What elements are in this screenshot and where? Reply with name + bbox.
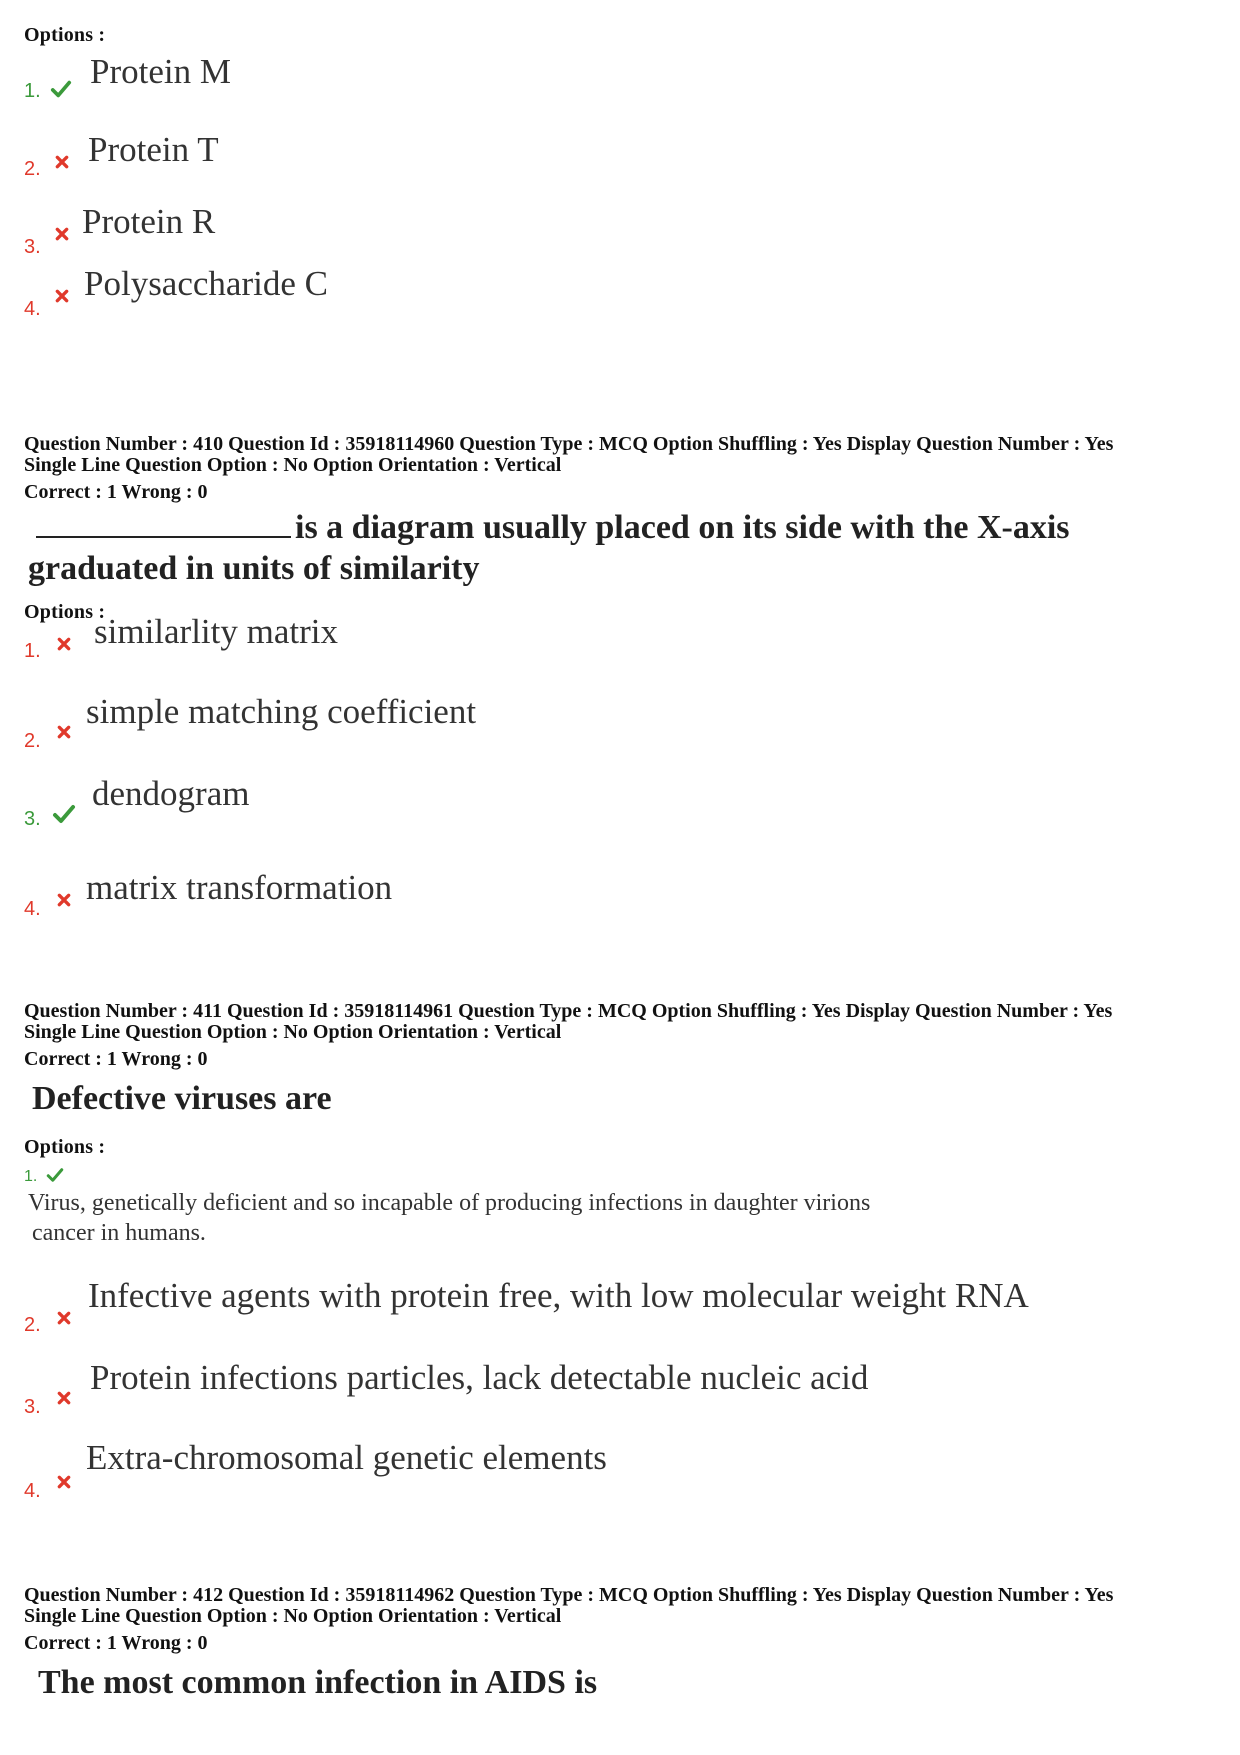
- option-number: 1.: [24, 1168, 38, 1185]
- question-text: Defective viruses are: [32, 1080, 332, 1117]
- question-score: Correct : 1 Wrong : 0: [24, 1048, 208, 1070]
- cross-icon: [54, 226, 70, 242]
- question-meta: Question Number : 410 Question Id : 35918114960 Question Type : MCQ Option Shuffling : Yes Display Question Number : Yes: [24, 433, 1114, 455]
- option-text: dendogram: [92, 774, 250, 813]
- check-icon: [52, 802, 76, 826]
- question-meta-2: Single Line Question Option : No Option Orientation : Vertical: [24, 1605, 562, 1627]
- option-number: 4.: [24, 898, 41, 920]
- option-text: similarlity matrix: [94, 612, 338, 651]
- option-number: 1.: [24, 80, 41, 102]
- options-label: Options :: [24, 24, 106, 46]
- option-number: 2.: [24, 158, 41, 180]
- option-text: matrix transformation: [86, 868, 393, 907]
- option-text: Extra-chromosomal genetic elements: [86, 1438, 607, 1477]
- option-text: Infective agents with protein free, with low molecular weight RNA: [88, 1276, 1029, 1315]
- question-text: The most common infection in AIDS is: [38, 1664, 598, 1701]
- question-text-line-1: is a diagram usually placed on its side with the X-axis: [295, 509, 1070, 546]
- option-number: 2.: [24, 1314, 41, 1336]
- question-score: Correct : 1 Wrong : 0: [24, 1632, 208, 1654]
- option-number: 4.: [24, 1480, 41, 1502]
- option-number: 3.: [24, 1396, 41, 1418]
- cross-icon: [56, 724, 72, 740]
- question-meta: Question Number : 411 Question Id : 35918114961 Question Type : MCQ Option Shuffling : Yes Display Question Number : Yes: [24, 1000, 1113, 1022]
- check-icon: [46, 1166, 64, 1184]
- cross-icon: [56, 636, 72, 652]
- question-meta-2: Single Line Question Option : No Option Orientation : Vertical: [24, 454, 562, 476]
- cross-icon: [54, 154, 70, 170]
- option-text: Protein T: [88, 130, 219, 169]
- question-text-line-2: graduated in units of similarity: [28, 550, 480, 587]
- options-label: Options :: [24, 1136, 106, 1158]
- check-icon: [50, 78, 72, 100]
- cross-icon: [56, 1474, 72, 1490]
- option-number: 3.: [24, 236, 41, 258]
- option-text-line-2: cancer in humans.: [32, 1220, 206, 1246]
- option-number: 4.: [24, 298, 41, 320]
- options-label: Options :: [24, 601, 106, 623]
- option-number: 2.: [24, 730, 41, 752]
- answer-blank: [36, 508, 291, 538]
- cross-icon: [56, 1390, 72, 1406]
- cross-icon: [56, 1310, 72, 1326]
- option-number: 3.: [24, 808, 41, 830]
- question-text: [36, 508, 1070, 547]
- question-meta-2: Single Line Question Option : No Option Orientation : Vertical: [24, 1021, 562, 1043]
- option-text: Protein M: [90, 52, 231, 91]
- question-meta: Question Number : 412 Question Id : 35918114962 Question Type : MCQ Option Shuffling : Yes Display Question Number : Yes: [24, 1584, 1114, 1606]
- option-text: Protein R: [82, 202, 216, 241]
- option-text: simple matching coefficient: [86, 692, 477, 731]
- option-text: Protein infections particles, lack detectable nucleic acid: [90, 1358, 869, 1397]
- cross-icon: [54, 288, 70, 304]
- option-text: Polysaccharide C: [84, 264, 328, 303]
- option-text: Virus, genetically deficient and so incapable of producing infections in daughter virions: [28, 1190, 871, 1216]
- cross-icon: [56, 892, 72, 908]
- question-score: Correct : 1 Wrong : 0: [24, 481, 208, 503]
- option-number: 1.: [24, 640, 41, 662]
